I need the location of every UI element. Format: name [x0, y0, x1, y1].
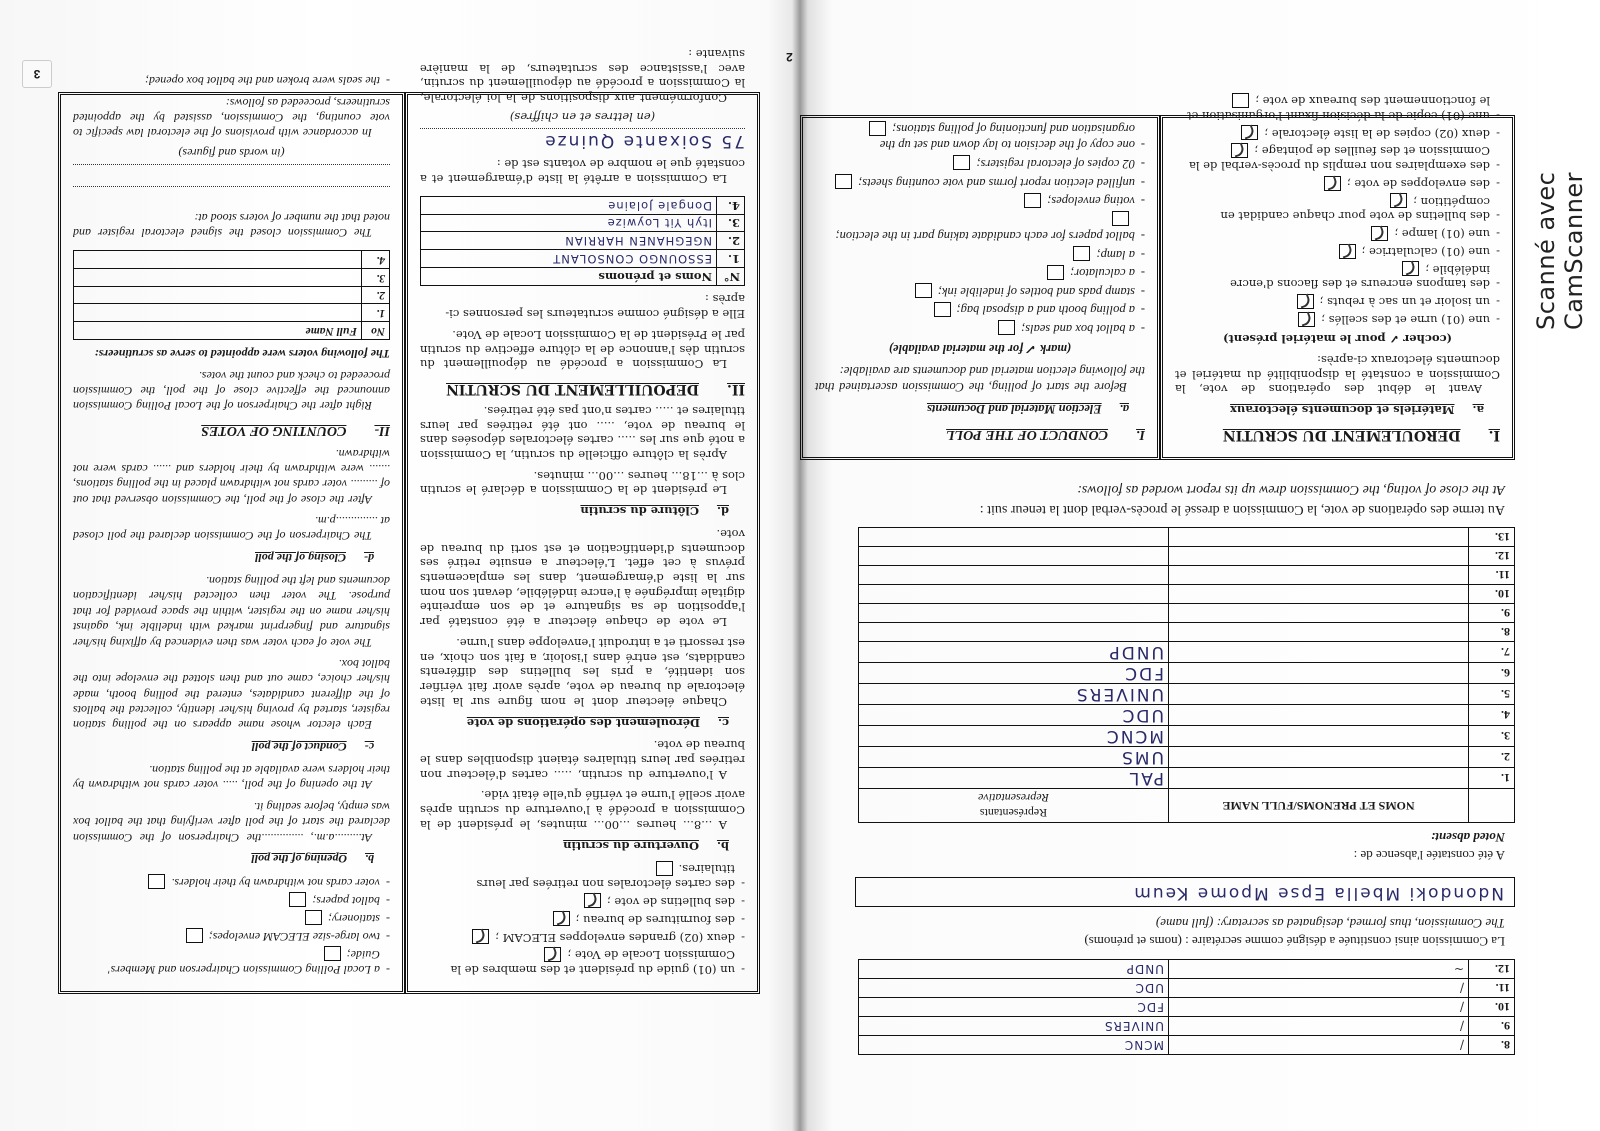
- checkbox-unchecked[interactable]: [1232, 93, 1249, 108]
- table-row: 4. UDC: [859, 705, 1515, 726]
- checkbox-checked[interactable]: [1324, 176, 1341, 191]
- checklist-item: - des fournitures de bureau ;: [420, 911, 745, 927]
- voters-count-field-en[interactable]: [73, 186, 390, 204]
- material-instruction-en: (mark ✓ for the material available): [888, 342, 1072, 357]
- after-closing-paragraph-fr: Après la clôture officielle du scrutin, la Commission a noté que sur les ..... cartes électorales déposées dans le bureau de vote, ..... ont été retirées par leurs titulaires et ..... cartes n'ont pas été retirées.: [420, 403, 745, 463]
- material-intro-fr: Avant le début des opérations de vote, la Commission a constaté la disponibilité du matériel et documents électoraux ci-après:: [1175, 352, 1500, 397]
- subsection-title-opening-fr: b. Ouverture du scrutin: [563, 838, 729, 853]
- checklist-item: - un isoloir et un sac à rebuts ;: [1175, 294, 1500, 310]
- checkbox-checked[interactable]: [553, 911, 570, 926]
- checklist-item: - voting envelopes;: [815, 193, 1145, 210]
- secretary-name-field[interactable]: Ndondoki Mbella Epse Mpome Keum: [855, 877, 1515, 907]
- checklist-item: - stamp pads and bottles of indelible ink;: [815, 283, 1145, 300]
- scrutineer-name[interactable]: Ityh Yit Loywize: [421, 214, 717, 232]
- table-row: 9. / UNIVERS: [859, 1017, 1515, 1036]
- subsection-title-closing-fr: d. Clôture du scrutin: [580, 504, 729, 519]
- voters-count-field-en-line2[interactable]: [73, 164, 390, 182]
- material-instruction-fr: (cocher ✓ pour le matériel présent): [1223, 332, 1453, 347]
- absence-label-en: Noted absent:: [1430, 830, 1505, 845]
- voters-hint-en: (in words and figures): [178, 145, 285, 160]
- checkbox-unchecked[interactable]: [324, 946, 341, 961]
- scrutineers-intro-fr: Elle a désigné comme scrutateurs les personnes ci-après :: [445, 292, 745, 322]
- checkbox-checked[interactable]: [472, 929, 489, 944]
- table-row: 11. / UDC: [859, 979, 1515, 998]
- checklist-item: - unfilled election report forms and vote counting sheets;: [815, 174, 1145, 191]
- material-checklist-fr: [1175, 93, 1500, 328]
- table-row: 3. Ityh Yit Loywize: [421, 214, 745, 232]
- subsection-title-material-en: a. Election Material and Documents: [926, 402, 1129, 417]
- page-number-3: 3: [22, 60, 52, 88]
- checkbox-unchecked[interactable]: [1073, 246, 1090, 261]
- checklist-item: - une (01) calculatrice ;: [1175, 243, 1500, 259]
- checkbox-checked[interactable]: [1298, 312, 1315, 327]
- counting-step: - the seals were broken and the ballot box opened;: [73, 72, 390, 88]
- voters-paragraph-en: The Commission closed the signed electoral register and noted that the number of voters stood at:: [73, 210, 390, 241]
- voters-hint-fr: (en lettres et en chiffres): [509, 109, 656, 124]
- closing-paragraph-fr: Le président de la Commission a déclaré le scrutin clos à ...18... heures ...00... minutes.: [420, 468, 745, 498]
- material-checklist-en: [815, 121, 1145, 337]
- table-row: 4.: [74, 251, 390, 269]
- checklist-item: - a polling booth and a disposal bag;: [815, 302, 1145, 319]
- subsection-title-conduct-en: c- Conduct of the poll: [251, 739, 374, 754]
- checklist-item: - 02 copies of electoral registers;: [815, 155, 1145, 172]
- page-3: [58, 47, 760, 994]
- checklist-item: - des cartes électorales non retirées par leurs titulaires.: [420, 861, 745, 891]
- checklist-item: - stationery;: [73, 910, 390, 926]
- checklist-item: - des tampons encreurs et des flacons d'encre indélébile ;: [1175, 261, 1500, 291]
- scrutineer-name[interactable]: [74, 269, 362, 287]
- conduct-paragraph-1-en: Each elector whose name appears on the polling station register, started by proving his/her identity, collected the ballots of the different candidates, entered the polling booth, made his/her choice, came out and then slotted the envelope into the ballot box.: [73, 656, 390, 733]
- page-number-2: 2: [786, 50, 793, 64]
- checkbox-checked[interactable]: [1231, 143, 1248, 158]
- checkbox-unchecked[interactable]: [305, 910, 322, 925]
- scrutineers-table-en: No Full Name 1. 2. 3. 4.: [73, 250, 390, 340]
- checkbox-unchecked[interactable]: [915, 283, 932, 298]
- checklist-item: - ballot papers;: [73, 892, 390, 908]
- conduct-paragraph-1-fr: Chaque électeur dont le nom figure sur la liste électorale du bureau de vote, après avoir fait vérifier son identité, a pris les bulletins des différents candidats, est entré dans l'isoloir, a fait son choix, en est ressorti et a introduit l'enveloppe dans l'urne.: [420, 635, 745, 709]
- table-row: 2.: [74, 286, 390, 304]
- subsection-title-closing-en: d- Closing of the poll: [254, 550, 374, 565]
- after-closing-paragraph-en: After the close of the poll, the Commission observed that out of ......... voter cards not withdrawn placed in the polling stations, ....... were withdrawn by their holders and ...... cards were not withdrawn.: [73, 446, 390, 507]
- commission-members-table-continued: [858, 959, 1515, 1055]
- checkbox-unchecked[interactable]: [998, 320, 1015, 335]
- checkbox-unchecked[interactable]: [148, 874, 165, 889]
- checkbox-checked[interactable]: [1241, 125, 1258, 140]
- material-checklist-en-cont: [73, 874, 390, 977]
- checkbox-checked[interactable]: [1371, 226, 1388, 241]
- table-row: 10. / FDC: [859, 998, 1515, 1017]
- table-row: 8.: [859, 623, 1515, 642]
- opening-paragraph-fr: A ...8... heures ...00... minutes, le président de la Commission a procédé à l'ouverture du scrutin après avoir scellé l'urne et vérifié qu'elle était vide.: [420, 788, 745, 832]
- scrutineer-name[interactable]: ESSOUNGO CONSOLANT: [421, 250, 717, 268]
- checkbox-checked[interactable]: [1390, 193, 1407, 208]
- checklist-item: - des bulletins de vote ;: [420, 893, 745, 909]
- table-row: 3.: [74, 269, 390, 287]
- scrutineer-name[interactable]: NGEGHANEN HARRIAN: [421, 232, 717, 250]
- checkbox-checked[interactable]: [584, 893, 601, 908]
- checkbox-checked[interactable]: [1297, 294, 1314, 309]
- table-row: 10.: [859, 585, 1515, 604]
- counting-paragraph-fr: La Commission a procédé au dépouillement du scrutin dès l'annonce de la clôture effective du scrutin par le Président de la Commission Locale de Vote.: [420, 327, 745, 372]
- section-title-counting-en: II- COUNTING OF VOTES: [201, 423, 390, 439]
- checklist-item: - ballot papers for each candidate taking part in the election;: [815, 211, 1145, 244]
- checklist-item: - un (01) guide du président et des membres de la Commission Locale de Vote ;: [420, 947, 745, 977]
- closing-statement-en: At the close of voting, the Commission drew up its report worded as follows:: [1077, 482, 1505, 497]
- table-row: 2. UMS: [859, 747, 1515, 768]
- subsection-title-opening-en: b. Opening of the poll: [251, 851, 374, 866]
- checklist-item: - a calculator;: [815, 265, 1145, 282]
- table-row: 7. UNDP: [859, 642, 1515, 663]
- material-checklist-fr-cont: [420, 861, 745, 977]
- checklist-item: - two large-size ELECAM envelopes;: [73, 928, 390, 944]
- secretary-label-en: The Commission, thus formed, designated as secretary: (full name): [1155, 916, 1505, 931]
- checklist-item: - deux (02) copies de la liste électorale ;: [1175, 125, 1500, 141]
- conform-paragraph-en: In accordance with provisions of the electoral law specific to vote counting, the Commission, assisted by the appointed scrutineers, proceeded as follows:: [73, 95, 390, 141]
- table-row: 12.: [859, 547, 1515, 566]
- section-title-en: I. CONDUCT OF THE POLL: [946, 427, 1145, 442]
- checklist-item: - a lamp;: [815, 246, 1145, 263]
- checkbox-checked[interactable]: [1402, 261, 1419, 276]
- table-row: 9.: [859, 604, 1515, 623]
- table-row: 3. MCNC: [859, 726, 1515, 747]
- scrutineers-table-fr: N° Noms et prénoms 1. ESSOUNGO CONSOLANT 2. NGEGHANEN HARRIAN 3. Ityh Yit Loywize 4. Dongale Jolaine: [420, 196, 745, 286]
- conduct-paragraph-2-en: The vote of each voter was then evidenced by affixing his/her signature and fingerprint marked with indelible ink, against his/her name on the register, within the space provided for that purpose. The voter then collected his/her identification documents and left the polling station.: [73, 574, 390, 650]
- checklist-item: - une (01) copie de la décision fixant l'organisation et le fonctionnement des bureaux de vote ;: [1175, 93, 1500, 123]
- material-intro-en: Before the start of polling, the Commission ascertained that the following election material and documents are available:: [815, 364, 1145, 395]
- camscanner-watermark: Scanné avec CamScanner: [1532, 171, 1588, 330]
- french-column-page3: [405, 47, 760, 994]
- absence-label-fr: A été constatée l'absence de :: [1353, 848, 1505, 863]
- subsection-title-conduct-fr: c. Déroulement des opérations de vote: [466, 715, 729, 730]
- table-row: 2. NGEGHANEN HARRIAN: [421, 232, 745, 250]
- subsection-title-material-fr: a. Matériels et documents électoraux: [1230, 403, 1484, 418]
- french-column-page2: [1160, 94, 1515, 460]
- table-row: 11.: [859, 566, 1515, 585]
- checkbox-checked[interactable]: [544, 947, 561, 962]
- checklist-item: - one copy of the decision to lay down and set up the organisation and functioning of polling stations;: [815, 121, 1145, 154]
- conduct-paragraph-2-fr: Le vote de chaque électeur a été constaté par l'apposition de sa signature et de son empreinte digitale imprégnée à l'encre indélébile, devant son nom sur la liste d'émargement, dans les emplacements prévus à cet effet. L'électeur a ensuite retiré ses documents d'identification et est sorti du bureau de vote.: [420, 526, 745, 630]
- checklist-item: - des bulletins de vote pour chaque candidat en compétition ;: [1175, 193, 1500, 223]
- table-row: 13.: [859, 528, 1515, 547]
- checklist-item: - une (01) urne et des scellés ;: [1175, 312, 1500, 328]
- opening-cards-paragraph-en: At the opening of the poll, ..... voter cards not withdrawn by their holders were available at the polling station.: [73, 763, 390, 793]
- checkbox-unchecked[interactable]: [1024, 193, 1041, 208]
- voters-count-field[interactable]: 75 Soixante Quinze: [420, 128, 745, 151]
- checkbox-unchecked[interactable]: [289, 892, 306, 907]
- checklist-item: - voter cards not withdrawn by their holders.: [73, 874, 390, 890]
- checkbox-unchecked[interactable]: [953, 155, 970, 170]
- counting-paragraph-en: Right after the Chairperson of the Local Polling Commission announced the effective close of the poll, the Commission proceeded to check and count the votes.: [73, 368, 390, 414]
- scrutineer-name[interactable]: [74, 304, 362, 322]
- checklist-item: - une (01) lampe ;: [1175, 225, 1500, 241]
- checkbox-unchecked[interactable]: [1112, 211, 1129, 226]
- table-row: 1.: [74, 304, 390, 322]
- english-column-page3: [58, 74, 405, 994]
- table-row: 5. UNIVERS: [859, 684, 1515, 705]
- checkbox-unchecked[interactable]: [1047, 265, 1064, 280]
- checkbox-unchecked[interactable]: [186, 928, 203, 943]
- opening-cards-paragraph-fr: A l'ouverture du scrutin, ..... cartes d'électeur non retirées par leurs titulaires étaient disponibles dans le bureau de vote.: [420, 738, 745, 782]
- checklist-item: - des enveloppes de vote ;: [1175, 175, 1500, 191]
- checkbox-unchecked[interactable]: [934, 302, 951, 317]
- table-row: 12. ~ UNDP: [859, 960, 1515, 979]
- closing-paragraph-en: The Chairperson of the Commission declared the poll closed at ..............p.m.: [73, 514, 390, 544]
- page-2: [800, 90, 1515, 1055]
- checkbox-unchecked[interactable]: [869, 121, 886, 136]
- absent-members-table: [858, 527, 1515, 823]
- scrutineers-intro-en: The following voters were appointed to serve as scrutineers:: [94, 347, 390, 362]
- checklist-item: - deux (02) grandes enveloppes ELECAM ;: [420, 929, 745, 945]
- checklist-item: - a Local Polling Commission Chairperson and Members' Guide;: [73, 946, 390, 977]
- checkbox-unchecked[interactable]: [656, 861, 673, 876]
- section-title-fr: I. DEROULEMENT DU SCRUTIN: [1222, 427, 1500, 443]
- checklist-item: - a ballot box and seals;: [815, 320, 1145, 337]
- scrutineer-name[interactable]: Dongale Jolaine: [421, 197, 717, 215]
- english-column-page2: [800, 115, 1160, 460]
- table-row: 6. FDC: [859, 663, 1515, 684]
- scrutineer-name[interactable]: [74, 286, 362, 304]
- scrutineer-name[interactable]: [74, 251, 362, 269]
- table-row: 1. PAL: [859, 768, 1515, 789]
- table-header: NOMS ET PRENOMS/FULL NAME Représentants Representative: [859, 789, 1515, 823]
- opening-paragraph-en: At.........a.m., ..............the Chairperson of the Commission declared the start of the poll after verifying that the ballot box was empty, before sealing it.: [73, 799, 390, 845]
- table-row: 1. ESSOUNGO CONSOLANT: [421, 250, 745, 268]
- closing-statement-fr: Au terme des opérations de vote, la Commission a dressé le procès-verbal dont la teneur suit :: [979, 502, 1505, 517]
- secretary-label-fr: La Commission ainsi constituée a désigné comme secrétaire : (noms et prénoms): [1084, 934, 1505, 949]
- section-title-counting-fr: II. DEPOUILLEMENT DU SCRUTIN: [446, 381, 745, 398]
- conform-paragraph-fr: Conformément aux dispositions de la loi électorale, la Commission a procédé au dépouillement du scrutin, avec l'assistance des scrutateurs, de la manière suivante :: [420, 47, 745, 106]
- table-row: 8. / MCNC: [859, 1036, 1515, 1055]
- table-row: 4. Dongale Jolaine: [421, 197, 745, 215]
- checkbox-unchecked[interactable]: [835, 174, 852, 189]
- checkbox-checked[interactable]: [1339, 244, 1356, 259]
- voters-paragraph-fr: La Commission a arrêté la liste d'émargement et a constaté que le nombre de votants est de :: [420, 157, 745, 187]
- checklist-item: - des exemplaires non remplis du procès-verbal de la Commission et des feuilles de pointage ;: [1175, 143, 1500, 173]
